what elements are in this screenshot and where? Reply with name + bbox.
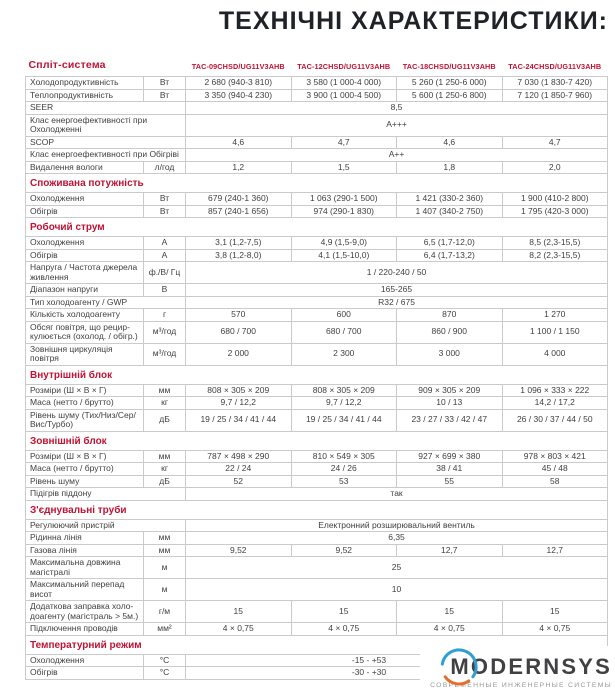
spec-label-cell: Клас енергоефективності при Охолодженні <box>26 114 186 136</box>
spec-value-cell: 870 <box>397 309 503 322</box>
spec-value-cell: 1,5 <box>291 161 397 174</box>
spec-label-cell: Маса (нетто / брутто) <box>26 397 144 410</box>
spec-value-cell: 6,5 (1,7-12,0) <box>397 237 503 250</box>
spec-value-cell: 9,7 / 12,2 <box>291 397 397 410</box>
spec-label-cell: Газова лінія <box>26 544 144 557</box>
spec-span-value-cell: А++ <box>186 149 608 162</box>
spec-value-cell: 24 / 26 <box>291 463 397 476</box>
modernsys-logo-row <box>438 647 612 687</box>
section-header-row <box>26 431 608 450</box>
spec-row <box>26 579 608 601</box>
section-title-cell: Температурний режим <box>26 635 608 654</box>
spec-value-cell: 9,7 / 12,2 <box>186 397 292 410</box>
spec-label-cell: Охолодження <box>26 193 144 206</box>
spec-label-cell: Рівень шуму (Тих/Низ/Сер/ Вис/Турбо) <box>26 409 144 431</box>
spec-row <box>26 623 608 636</box>
spec-row <box>26 284 608 297</box>
spec-label-cell: SEER <box>26 102 186 115</box>
spec-label-cell: Максимальна довжина магістралі <box>26 557 144 579</box>
spec-unit-cell: Вт <box>144 205 186 218</box>
spec-value-cell: 6,4 (1,7-13,2) <box>397 249 503 262</box>
spec-value-cell: 3 350 (940-4 230) <box>186 89 292 102</box>
spec-value-cell: 22 / 24 <box>186 463 292 476</box>
spec-row <box>26 409 608 431</box>
spec-span-value-cell: 25 <box>186 557 608 579</box>
spec-label-cell: Охолодження <box>26 654 144 667</box>
spec-value-cell: 38 / 41 <box>397 463 503 476</box>
spec-value-cell: 2,0 <box>502 161 608 174</box>
section-title-cell: Зовнішній блок <box>26 431 608 450</box>
spec-label-cell: Підключення проводів <box>26 623 144 636</box>
spec-unit-cell: мм <box>144 384 186 397</box>
spec-table-body <box>26 77 608 680</box>
spec-label-cell: Видалення вологи <box>26 161 144 174</box>
spec-unit-cell: А <box>144 249 186 262</box>
model-header-cell: TAC-12CHSD/UG11V3AHB <box>291 57 397 77</box>
spec-label-cell: Обсяг повітря, що рецир- кулюється (охолод. / обігр.) <box>26 321 144 343</box>
spec-row <box>26 309 608 322</box>
spec-value-cell: 7 030 (1 830-7 420) <box>502 77 608 90</box>
spec-value-cell: 8,5 (2,3-15,5) <box>502 237 608 250</box>
spec-unit-cell: °C <box>144 654 186 667</box>
spec-span-value-cell: 8,5 <box>186 102 608 115</box>
spec-value-cell: 570 <box>186 309 292 322</box>
section-header-row <box>26 174 608 193</box>
spec-span-value-cell: 165-265 <box>186 284 608 297</box>
spec-label-cell: Кількість холодоагенту <box>26 309 144 322</box>
spec-span-value-cell: А+++ <box>186 114 608 136</box>
spec-value-cell: 1 407 (340-2 750) <box>397 205 503 218</box>
spec-value-cell: 860 / 900 <box>397 321 503 343</box>
spec-unit-cell: мм <box>144 532 186 545</box>
spec-label-cell: Рівень шуму <box>26 475 144 488</box>
spec-value-cell: 3 580 (1 000-4 000) <box>291 77 397 90</box>
spec-value-cell: 53 <box>291 475 397 488</box>
model-header-cell: TAC-18CHSD/UG11V3AHB <box>397 57 503 77</box>
spec-label-cell: Підігрів піддону <box>26 488 186 501</box>
spec-value-cell: 19 / 25 / 34 / 41 / 44 <box>291 409 397 431</box>
spec-unit-cell: л/год <box>144 161 186 174</box>
spec-unit-cell: дБ <box>144 475 186 488</box>
spec-row <box>26 384 608 397</box>
spec-value-cell: 15 <box>397 601 503 623</box>
spec-unit-cell: мм <box>144 450 186 463</box>
spec-table <box>25 57 608 680</box>
model-header-cell: TAC-09CHSD/UG11V3AHB <box>186 57 292 77</box>
spec-row <box>26 193 608 206</box>
spec-value-cell: 1,8 <box>397 161 503 174</box>
spec-unit-cell: А <box>144 237 186 250</box>
spec-value-cell: 55 <box>397 475 503 488</box>
spec-span-value-cell: Електронний розширювальний вентиль <box>186 519 608 532</box>
spec-label-cell: Розміри (Ш × В × Г) <box>26 450 144 463</box>
spec-value-cell: 15 <box>291 601 397 623</box>
model-header-row <box>26 57 608 77</box>
spec-label-cell: Обігрів <box>26 249 144 262</box>
spec-unit-cell: г/м <box>144 601 186 623</box>
spec-label-cell: Додаткова заправка холо- доагенту (магістраль > 5м.) <box>26 601 144 623</box>
spec-value-cell: 4,1 (1,5-10,0) <box>291 249 397 262</box>
spec-label-cell: Холодопродуктивність <box>26 77 144 90</box>
spec-label-cell: Обігрів <box>26 667 144 680</box>
spec-value-cell: 4 × 0,75 <box>397 623 503 636</box>
spec-value-cell: 3,8 (1,2-8,0) <box>186 249 292 262</box>
spec-value-cell: 5 600 (1 250-6 800) <box>397 89 503 102</box>
spec-row <box>26 450 608 463</box>
spec-value-cell: 4 × 0,75 <box>291 623 397 636</box>
spec-value-cell: 808 × 305 × 209 <box>291 384 397 397</box>
spec-value-cell: 26 / 30 / 37 / 44 / 50 <box>502 409 608 431</box>
spec-value-cell: 808 × 305 × 209 <box>186 384 292 397</box>
spec-value-cell: 15 <box>186 601 292 623</box>
spec-span-value-cell: 10 <box>186 579 608 601</box>
spec-value-cell: 600 <box>291 309 397 322</box>
spec-label-cell: Тип холодоагенту / GWP <box>26 296 186 309</box>
section-title-cell: Внутрішній блок <box>26 365 608 384</box>
spec-value-cell: 680 / 700 <box>186 321 292 343</box>
spec-unit-cell: м³/год <box>144 321 186 343</box>
spec-unit-cell: кг <box>144 463 186 476</box>
spec-value-cell: 52 <box>186 475 292 488</box>
spec-row <box>26 475 608 488</box>
spec-label-cell: Клас енергоефективності при Обігріві <box>26 149 186 162</box>
spec-row <box>26 557 608 579</box>
spec-value-cell: 978 × 803 × 421 <box>502 450 608 463</box>
spec-row <box>26 114 608 136</box>
spec-table-head <box>26 57 608 77</box>
spec-value-cell: 4 000 <box>502 343 608 365</box>
spec-value-cell: 1 096 × 333 × 222 <box>502 384 608 397</box>
spec-value-cell: 58 <box>502 475 608 488</box>
spec-span-value-cell: так <box>186 488 608 501</box>
spec-value-cell: 2 680 (940-3 810) <box>186 77 292 90</box>
spec-row <box>26 519 608 532</box>
spec-row <box>26 262 608 284</box>
spec-label-cell: Охолодження <box>26 237 144 250</box>
spec-span-value-cell: 1 / 220-240 / 50 <box>186 262 608 284</box>
spec-row <box>26 136 608 149</box>
spec-label-cell: Напруга / Частота джерела живлення <box>26 262 144 284</box>
spec-value-cell: 15 <box>502 601 608 623</box>
spec-row <box>26 532 608 545</box>
spec-unit-cell: м <box>144 557 186 579</box>
spec-value-cell: 10 / 13 <box>397 397 503 410</box>
spec-unit-cell: ф./В/ Гц <box>144 262 186 284</box>
spec-row <box>26 77 608 90</box>
spec-span-value-cell: 6,35 <box>186 532 608 545</box>
spec-row <box>26 249 608 262</box>
spec-value-cell: 4,6 <box>186 136 292 149</box>
spec-value-cell: 7 120 (1 850-7 960) <box>502 89 608 102</box>
spec-row <box>26 89 608 102</box>
spec-unit-cell: Вт <box>144 77 186 90</box>
spec-value-cell: 680 / 700 <box>291 321 397 343</box>
spec-unit-cell: °C <box>144 667 186 680</box>
spec-value-cell: 23 / 27 / 33 / 42 / 47 <box>397 409 503 431</box>
spec-row <box>26 237 608 250</box>
section-header-row <box>26 500 608 519</box>
spec-unit-cell: Вт <box>144 193 186 206</box>
spec-value-cell: 1,2 <box>186 161 292 174</box>
spec-value-cell: 974 (290-1 830) <box>291 205 397 218</box>
spec-value-cell: 1 100 / 1 150 <box>502 321 608 343</box>
spec-value-cell: 19 / 25 / 34 / 41 / 44 <box>186 409 292 431</box>
page-title: ТЕХНІЧНІ ХАРАКТЕРИСТИКИ: <box>218 7 608 35</box>
spec-row <box>26 343 608 365</box>
spec-row <box>26 321 608 343</box>
spec-unit-cell: м³/год <box>144 343 186 365</box>
modernsys-circle-icon <box>439 647 479 687</box>
spec-value-cell: 4,6 <box>397 136 503 149</box>
spec-value-cell: 3 900 (1 000-4 500) <box>291 89 397 102</box>
spec-value-cell: 2 000 <box>186 343 292 365</box>
spec-span-value-cell: -15 - +53 <box>186 654 608 667</box>
spec-unit-cell: г <box>144 309 186 322</box>
spec-row <box>26 205 608 218</box>
spec-value-cell: 3 000 <box>397 343 503 365</box>
spec-unit-cell: дБ <box>144 409 186 431</box>
spec-value-cell: 12,7 <box>502 544 608 557</box>
logo-brand-text: MODERNSYS <box>450 654 612 679</box>
modernsys-logo <box>420 646 613 690</box>
spec-unit-cell: м <box>144 579 186 601</box>
spec-row <box>26 488 608 501</box>
spec-value-cell: 4,7 <box>502 136 608 149</box>
spec-label-cell: Максимальний перепад висот <box>26 579 144 601</box>
spec-row <box>26 544 608 557</box>
spec-row <box>26 149 608 162</box>
spec-row <box>26 463 608 476</box>
spec-value-cell: 810 × 549 × 305 <box>291 450 397 463</box>
spec-value-cell: 4,9 (1,5-9,0) <box>291 237 397 250</box>
section-title-cell: З'єднувальні труби <box>26 500 608 519</box>
spec-value-cell: 787 × 498 × 290 <box>186 450 292 463</box>
spec-value-cell: 909 × 305 × 209 <box>397 384 503 397</box>
spec-value-cell: 2 300 <box>291 343 397 365</box>
logo-tagline-text: СОВРЕМЕННЫЕ ИНЖЕНЕРНЫЕ СИСТЕМЫ <box>430 682 612 689</box>
table-caption-split-system: Спліт-система <box>26 57 186 77</box>
spec-unit-cell: кг <box>144 397 186 410</box>
spec-label-cell: Маса (нетто / брутто) <box>26 463 144 476</box>
section-title-cell: Споживана потужність <box>26 174 608 193</box>
spec-span-value-cell: -30 - +30 <box>186 667 608 680</box>
spec-label-cell: Обігрів <box>26 205 144 218</box>
spec-label-cell: Розміри (Ш × В × Г) <box>26 384 144 397</box>
spec-label-cell: SCOP <box>26 136 186 149</box>
spec-value-cell: 3,1 (1,2-7,5) <box>186 237 292 250</box>
spec-value-cell: 857 (240-1 656) <box>186 205 292 218</box>
spec-value-cell: 4 × 0,75 <box>186 623 292 636</box>
spec-value-cell: 679 (240-1 360) <box>186 193 292 206</box>
section-header-row <box>26 365 608 384</box>
spec-unit-cell: мм <box>144 544 186 557</box>
spec-value-cell: 45 / 48 <box>502 463 608 476</box>
spec-row <box>26 102 608 115</box>
model-header-cell: TAC-24CHSD/UG11V3AHB <box>502 57 608 77</box>
spec-row <box>26 601 608 623</box>
spec-value-cell: 8,2 (2,3-15,5) <box>502 249 608 262</box>
spec-value-cell: 4,7 <box>291 136 397 149</box>
spec-unit-cell: В <box>144 284 186 297</box>
spec-label-cell: Рідинна лінія <box>26 532 144 545</box>
section-title-cell: Робочий струм <box>26 218 608 237</box>
spec-label-cell: Регулюючий пристрій <box>26 519 186 532</box>
spec-value-cell: 1 421 (330-2 360) <box>397 193 503 206</box>
spec-value-cell: 5 260 (1 250-6 000) <box>397 77 503 90</box>
spec-label-cell: Зовнішня циркуляція повітря <box>26 343 144 365</box>
spec-unit-cell: мм² <box>144 623 186 636</box>
spec-value-cell: 1 063 (290-1 500) <box>291 193 397 206</box>
spec-value-cell: 1 270 <box>502 309 608 322</box>
spec-row <box>26 161 608 174</box>
spec-value-cell: 9,52 <box>291 544 397 557</box>
spec-value-cell: 9,52 <box>186 544 292 557</box>
spec-label-cell: Теплопродуктивність <box>26 89 144 102</box>
spec-value-cell: 927 × 699 × 380 <box>397 450 503 463</box>
spec-value-cell: 4 × 0,75 <box>502 623 608 636</box>
spec-row <box>26 296 608 309</box>
spec-label-cell: Діапазон напруги <box>26 284 144 297</box>
section-header-row <box>26 218 608 237</box>
spec-value-cell: 12,7 <box>397 544 503 557</box>
spec-value-cell: 1 795 (420-3 000) <box>502 205 608 218</box>
spec-value-cell: 1 900 (410-2 800) <box>502 193 608 206</box>
spec-span-value-cell: R32 / 675 <box>186 296 608 309</box>
spec-row <box>26 397 608 410</box>
spec-value-cell: 14,2 / 17,2 <box>502 397 608 410</box>
spec-unit-cell: Вт <box>144 89 186 102</box>
